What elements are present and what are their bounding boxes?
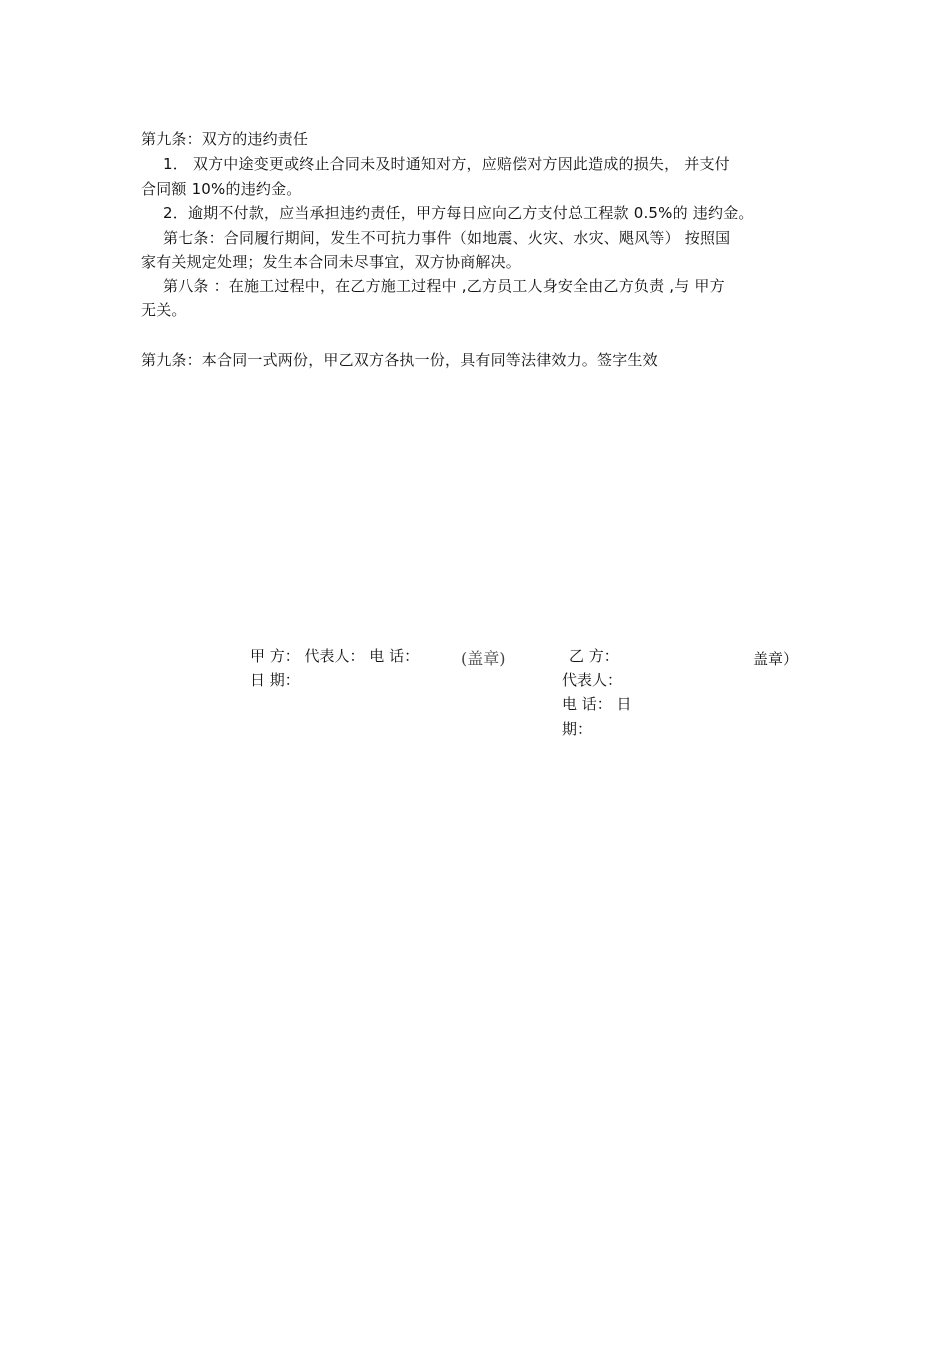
clause-8-line-2: 无关。 <box>141 301 187 319</box>
party-b-stamp: 盖章） <box>753 650 799 668</box>
party-a-line: 甲 方： 代表人： 电 话： <box>250 647 420 665</box>
clause-8-line-1: 第八条 ：在施工过程中，在乙方施工过程中 ,乙方员工人身安全由乙方负责 ,与 甲方 <box>163 277 725 295</box>
clause-9-item-2: 2．逾期不付款，应当承担违约责任，甲方每日应向乙方支付总工程款 0.5%的 违约金。 <box>163 204 754 222</box>
clause-7-line-1: 第七条：合同履行期间，发生不可抗力事件（如地震、火灾、水灾、飓风等） 按照国 <box>163 229 731 247</box>
clause-9-heading: 第九条：双方的违约责任 <box>141 130 309 148</box>
clause-9-item-1-line-2: 合同额 10%的违约金。 <box>141 180 302 198</box>
party-b-representative: 代表人： <box>562 671 623 689</box>
party-a-stamp: (盖章) <box>461 649 506 668</box>
party-b-phone: 电 话： 日 <box>562 695 632 713</box>
clause-9-item-1-line-1: 1． 双方中途变更或终止合同未及时通知对方，应赔偿对方因此造成的损失， 并支付 <box>163 155 730 173</box>
clause-7-line-2: 家有关规定处理；发生本合同未尽事宜，双方协商解决。 <box>141 253 522 271</box>
party-b-date: 期： <box>562 720 593 738</box>
clause-9-final: 第九条：本合同一式两份，甲乙双方各执一份，具有同等法律效力。签字生效 <box>141 351 658 369</box>
party-a-date: 日 期： <box>250 671 300 689</box>
party-b-label: 乙 方： <box>569 647 619 665</box>
